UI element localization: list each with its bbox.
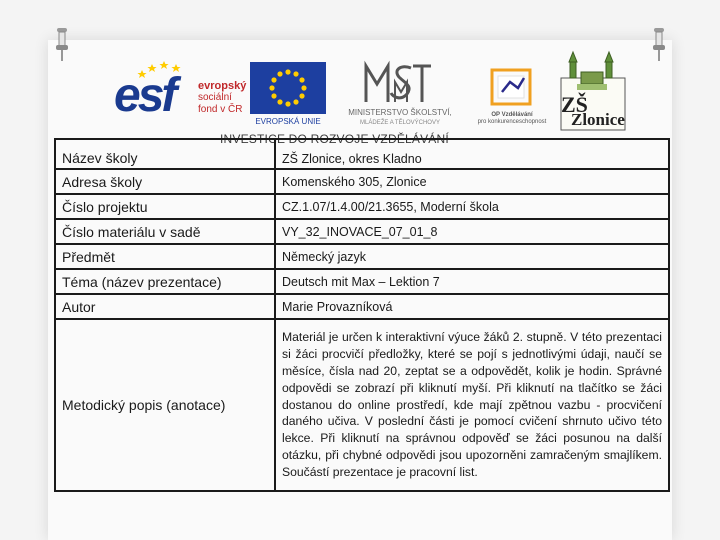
table-row: [55, 219, 669, 244]
row-label: Metodický popis (anotace): [55, 319, 275, 491]
school-info-table: [54, 138, 670, 492]
esf-line-3: fond v ČR: [198, 104, 243, 115]
msmt-emblem-icon: [363, 58, 433, 106]
zs-zlonice-logo: [555, 48, 631, 138]
msmt-line-2: MLÁDEŽE A TĚLOVÝCHOVY: [360, 120, 440, 126]
eu-logo: [250, 62, 326, 132]
table-row: [55, 139, 669, 169]
logo-bar: [100, 48, 640, 138]
row-label: Název školy: [55, 139, 275, 169]
table-row: [55, 169, 669, 194]
esf-line-1: evropský: [198, 80, 247, 92]
investice-slogan: INVESTICE DO ROZVOJE VZDĚLÁVÁNÍ: [220, 132, 449, 146]
table-row: [55, 269, 669, 294]
table-row: [55, 244, 669, 269]
zs-title: ZŠ: [561, 92, 588, 117]
row-label: Autor: [55, 294, 275, 319]
opvk-caption: [472, 112, 552, 126]
row-value: Marie Provazníková: [275, 294, 669, 319]
esf-caption: [198, 80, 246, 116]
esf-wordmark: esf: [114, 69, 175, 122]
annotation-text: Materiál je určen k interaktivní výuce žáků 2. stupně. V této prezentaci si žáci procvičí předložky, které se pojí s jednotlivými údaji, naučí se měsíce, čísla nad 20, zeptat se a odpovědět, kolik je hodin. Správné odpovědi se zobrazí při kliknutí myší. Při kliknutí na tlačítko se žáci dostanou do online prostředí, kde mají zpětnou vazbu - procvičení daného učiva. V poslední části je pomocí cvičení shrnuto učivo této lekce. Při kliknutí na správnou odpověď se žáci posunou na další otázku, při chybné odpovědi jsou upozorněni zamračeným smajlíkem. Součástí prezentace je pracovní list.: [275, 319, 669, 491]
pushpin-left-icon: [55, 28, 69, 62]
table-row: [55, 194, 669, 219]
row-value: VY_32_INOVACE_07_01_8: [275, 219, 669, 244]
row-value: Komenského 305, Zlonice: [275, 169, 669, 194]
row-label: Číslo materiálu v sadě: [55, 219, 275, 244]
esf-logo: [114, 60, 247, 130]
zs-subtitle: Zlonice: [571, 110, 625, 129]
opvk-line-2: pro konkurenceschopnost: [477, 119, 547, 125]
row-value: Deutsch mit Max – Lektion 7: [275, 269, 669, 294]
row-label: Adresa školy: [55, 169, 275, 194]
msmt-logo: [335, 58, 465, 134]
esf-line-2: sociální: [198, 92, 232, 103]
row-value: ZŠ Zlonice, okres Kladno: [275, 139, 669, 169]
msmt-line-1: MINISTERSTVO ŠKOLSTVÍ,: [348, 108, 452, 117]
eu-caption: EVROPSKÁ UNIE: [255, 117, 321, 126]
row-value: Německý jazyk: [275, 244, 669, 269]
table-row: [55, 294, 669, 319]
pushpin-right-icon: [652, 28, 666, 62]
row-label: Předmět: [55, 244, 275, 269]
row-label: Téma (název prezentace): [55, 269, 275, 294]
opvk-logo: [472, 62, 552, 132]
row-value: CZ.1.07/1.4.00/21.3655, Moderní škola: [275, 194, 669, 219]
eu-flag-icon: [250, 62, 326, 114]
table-row: [55, 319, 669, 491]
msmt-caption: [335, 108, 465, 128]
opvk-emblem-icon: [488, 66, 534, 108]
opvk-line-1: OP Vzdělávání: [491, 112, 533, 118]
row-label: Číslo projektu: [55, 194, 275, 219]
